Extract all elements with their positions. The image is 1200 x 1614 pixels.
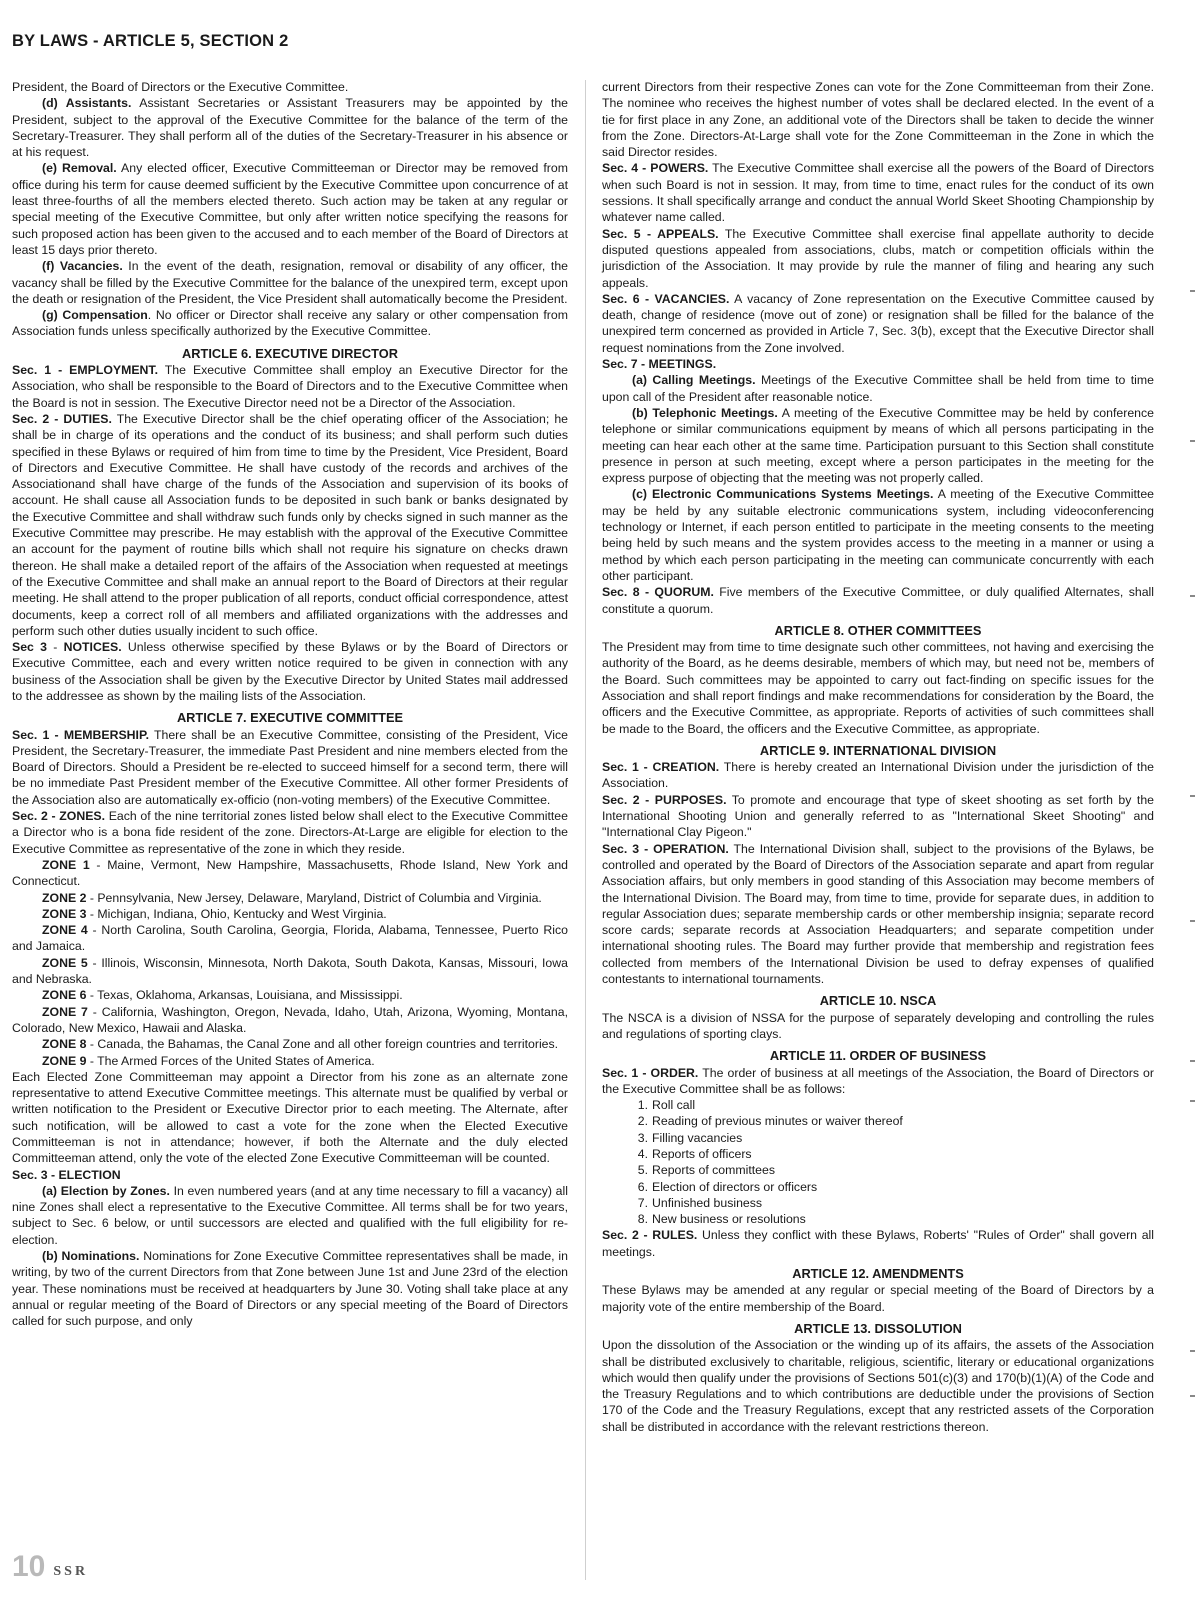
zone-item: ZONE 5 - Illinois, Wisconsin, Minnesota, North Dakota, South Dakota, Kansas, Missouri, Iowa and Nebraska. — [12, 955, 568, 987]
zone-item: ZONE 4 - North Carolina, South Carolina, Georgia, Florida, Alabama, Tennessee, Puerto Rico and Jamaica. — [12, 923, 568, 954]
zone-item: ZONE 7 - California, Washington, Oregon, Nevada, Idaho, Utah, Arizona, Wyoming, Montana, Colorado, New Mexico, Hawaii and Alaska. — [12, 1004, 568, 1035]
paragraph-vacancies: (f) Vacancies. In the event of the death, resignation, removal or disability of any officer, the vacancy shall be filled by the Executive Committee for the balance of the unexpired term, except upon the death or resignation of the President, the Vice President shall automatically become the President. — [12, 259, 568, 306]
article-13-title: ARTICLE 13. DISSOLUTION — [794, 1320, 962, 1336]
edge-mark — [1190, 1100, 1195, 1102]
zone-item: ZONE 6 - Texas, Oklahoma, Arkansas, Louisiana, and Mississippi. — [42, 988, 403, 1003]
zone-item: ZONE 9 - The Armed Forces of the United States of America. — [42, 1053, 375, 1068]
article-7-section-7: Sec. 7 - MEETINGS. — [602, 357, 717, 372]
article-6-title: ARTICLE 6. EXECUTIVE DIRECTOR — [182, 345, 398, 361]
article-6-section-3: Sec 3 - NOTICES. Unless otherwise specified by these Bylaws or by the Board of Directors or Executive Committee, each and every written notice required to be given in connection with any business of the Association shall be given by the Executive Director by United States mail addressed to the addressee as shown by the mailing lists of the Association. — [12, 640, 568, 703]
paragraph-removal: (e) Removal. Any elected officer, Executive Committeeman or Director may be removed from office during his term for cause deemed sufficient by the Executive Committee upon concurrence of at least three-fourths of all the members elected thereto. Such action may be taken at any regular or special meeting of the Executive Committee, but only after written notice specifying the reasons for such proposed action has been given to the accused and to each member of the Board of Directors at least 15 days prior thereto. — [12, 161, 568, 257]
right-column — [602, 79, 1154, 1435]
article-9-title: ARTICLE 9. INTERNATIONAL DIVISION — [759, 742, 997, 758]
list-item: 5. Reports of committees — [637, 1163, 776, 1178]
article-9-section-2: Sec. 2 - PURPOSES. To promote and encourage that type of skeet shooting as set forth by the International Shooting Union and generally referred to as "International Skeet Shooting" and "International Clay Pigeon." — [602, 792, 1155, 840]
paragraph-election-by-zones: (a) Election by Zones. In even numbered years (and at any time necessary to fill a vacancy) all nine Zones shall elect a representative to the Executive Committee. All terms shall be for two years, subject to Sec. 6 below, or until successors are elected and qualified with the full eligibility for re-election. — [12, 1183, 568, 1247]
zone-item: ZONE 3 - Michigan, Indiana, Ohio, Kentucky and West Virginia. — [42, 906, 387, 921]
list-item: 4. Reports of officers — [637, 1147, 752, 1161]
article-7-title: ARTICLE 7. EXECUTIVE COMMITTEE — [176, 710, 404, 726]
edge-mark — [1190, 440, 1195, 442]
article-13-text: Upon the dissolution of the Association or the winding up of its affairs, the assets of the Association shall be distributed exclusively to charitable, religious, scientific, literary or educational organizations which would then qualify under the provisions of Sections 501(c)(3) and 170(b)(1)(A) of the Code and the Treasury Regulations and to which contributions are deductible under the provisions of Section 170 of the Code and the Treasury Regulations, except that any restricted assets of the Corporation shall be distributed in accordance with the relevant restrictions thereon. — [602, 1338, 1154, 1434]
list-item: 1. Roll call — [637, 1098, 696, 1113]
article-7-section-8: Sec. 8 - QUORUM. Five members of the Executive Committee, or duly qualified Alternates, shall constitute a quorum. — [602, 585, 1154, 616]
article-12-title: ARTICLE 12. AMENDMENTS — [792, 1266, 964, 1282]
paragraph-assistants: (d) Assistants. Assistant Secretaries or Assistant Treasurers may be appointed by the President, subject to the approval of the Executive Committee for the balance of the term of the Secretary-Treasurer. They shall perform all of the duties of the Secretary-Treasurer in his absence or at his request. — [12, 96, 568, 160]
paragraph-electronic-meetings: (c) Electronic Communications Systems Meetings. A meeting of the Executive Committee may be held by any suitable electronic communications system, including videoconferencing technology or Internet, if each person entitled to participate in the meeting consents to the meeting being held by such means and the system provides access to the meeting in a manner or using a method by which each person participating in the meeting can communicate concurrently with each other participant. — [602, 487, 1154, 583]
article-6-section-1: Sec. 1 - EMPLOYMENT. The Executive Committee shall employ an Executive Director for the Association, who shall be responsible to the Board of Directors and to the Executive Committee when the Board is not in session. The Executive Director need not be a Director of the Association. — [12, 363, 569, 410]
zone-item: ZONE 2 - Pennsylvania, New Jersey, Delaware, Maryland, District of Columbia and Virginia. — [42, 890, 542, 905]
article-9-section-1: Sec. 1 - CREATION. There is hereby created an International Division under the jurisdiction of the Association. — [602, 760, 1154, 791]
page-number: 10 — [12, 1550, 46, 1583]
article-7-section-6: Sec. 6 - VACANCIES. A vacancy of Zone representation on the Executive Committee caused by death, change of residence (move out of zone) or resignation shall be filled for the balance of the unexpired term concerned as provided in Article 7, Sec. 3(b), except that the Executive Director shall request nominations from the Zone involved. — [602, 291, 1154, 355]
edge-mark — [1190, 290, 1195, 292]
edge-mark — [1190, 595, 1195, 597]
article-10-title: ARTICLE 10. NSCA — [819, 993, 937, 1009]
page-footer — [12, 1550, 88, 1584]
list-item: 8. New business or resolutions — [637, 1212, 806, 1227]
column-divider — [585, 80, 586, 1580]
article-9-section-3: Sec. 3 - OPERATION. The International Division shall, subject to the provisions of the Bylaws, be controlled and operated by the Board of Directors of the Association separate and apart from regular Association affairs, but only members in good standing of this Association may become members of the International Division. The Board may, from time to time, provide for separate dues, in addition to regular Association dues; separate membership cards or other membership insignia; separate record score cards; separate records at Association Headquarters; and separate competition under international shooting rules. The Board may further provide that membership and registration fees collected from members of the International Division be used to defray expenses of qualified contestants to international tournaments. — [602, 841, 1154, 987]
zone-item: ZONE 1 - Maine, Vermont, New Hampshire, Massachusetts, Rhode Island, New York and Connecticut. — [12, 857, 568, 889]
paragraph-telephonic-meetings: (b) Telephonic Meetings. A meeting of the Executive Committee may be held by conference telephone or similar communications equipment by means of which all persons participating in the meeting can hear each other at the same time. Participation pursuant to this Section shall constitute presence in person at such meeting, except where a person participates in the meeting for the express purpose of objecting that the meeting was not properly called. — [602, 405, 1154, 486]
order-of-business-list — [602, 1097, 1154, 1227]
list-item: 3. Filling vacancies — [637, 1130, 743, 1145]
paragraph: current Directors from their respective Zones can vote for the Zone Committeeman from their Zone. The nominee who receives the highest number of votes shall be declared elected. In the event of a tie for first place in any Zone, an additional vote of the Directors shall be taken to decide the winner from the Zone. Directors-At-Large shall vote for the Zone Committeeman in the Zone in which the said Director resides. — [602, 80, 1154, 160]
page-header: BY LAWS - ARTICLE 5, SECTION 2 — [12, 32, 289, 50]
article-7-section-2: Sec. 2 - ZONES. Each of the nine territorial zones listed below shall elect to the Executive Committee a Director who is a bona fide resident of the zone. Directors-At-Large are eligible for election to the Executive Committee as representative of the zone in which they reside. — [12, 809, 568, 856]
article-7-section-5: Sec. 5 - APPEALS. The Executive Committee shall exercise final appellate authority to decide disputed questions appealed from associations, clubs, match or competition officials within the jurisdiction of the Association. It may provide by rule the manner of filing and hearing any such appeals. — [602, 226, 1154, 290]
alternate-paragraph: Each Elected Zone Committeeman may appoint a Director from his zone as an alternate zone representative to attend Executive Committee meetings. This alternate must be qualified by verbal or written notification to the President or Executive Director prior to each meeting. The Alternate, after such notification, will be allowed to cast a vote for the zone when the Elected Executive Committeeman is not in attendance; however, if both the Alternate and the duly elected Committeeman attend, only the vote of the elected Zone Executive Committeeman will be counted. — [12, 1069, 568, 1166]
article-7-section-1: Sec. 1 - MEMBERSHIP. There shall be an Executive Committee, consisting of the President, Vice President, the Secretary-Treasurer, the immediate Past President and nine members elected from the Board of Directors. Should a President be re-elected to succeed himself for a second term, there will be no immediate Past President member of the Executive Committee. All other former Presidents of the Association also are automatically ex-officio (non-voting members) of the Executive Committee. — [12, 727, 568, 807]
article-7-section-4: Sec. 4 - POWERS. The Executive Committee shall exercise all the powers of the Board of Directors when such Board is not in session. It may, from time to time, enact rules for the conduct of its own sessions. It shall specifically arrange and conduct the annual World Skeet Shooting Championship by whatever name called. — [602, 161, 1155, 225]
edge-mark — [1190, 1350, 1195, 1352]
paragraph-nominations: (b) Nominations. Nominations for Zone Executive Committee representatives shall be made, in writing, by two of the current Directors from that Zone between June 1st and June 23rd of the election year. These nominations must be received at headquarters by June 30. Voting shall take place at any annual or regular meeting of the Board of Directors or any special meeting of the Board of Directors called for such purpose, and only — [12, 1249, 568, 1329]
list-item: 2. Reading of previous minutes or waiver thereof — [637, 1114, 903, 1129]
article-10-text: The NSCA is a division of NSSA for the purpose of separately developing and controlling the rules and regulations of sporting clays. — [602, 1010, 1154, 1041]
list-item: 7. Unfinished business — [637, 1195, 763, 1210]
article-8-text: The President may from time to time designate such other committees, not having and exercising the authority of the Board, as he deems desirable, members of which may, but need not be, members of the Board. Such committees may be appointed to carry out fact-finding on specific issues for the Association and shall report findings and make recommendations for consideration by the Board, the officers and the Executive Committee, as appropriate. Reports of activities of such committees shall be made to the Board, the officers and the Executive Committee, as appropriate. — [602, 640, 1154, 736]
edge-mark — [1190, 1060, 1195, 1062]
article-12-text: These Bylaws may be amended at any regular or special meeting of the Board of Directors by a majority vote of the entire membership of the Board. — [602, 1283, 1154, 1314]
article-8-title: ARTICLE 8. OTHER COMMITTEES — [774, 622, 982, 638]
edge-mark — [1190, 795, 1195, 797]
edge-mark — [1190, 920, 1195, 922]
left-column — [12, 79, 568, 1330]
article-7-section-3: Sec. 3 - ELECTION — [12, 1167, 121, 1182]
paragraph: President, the Board of Directors or the Executive Committee. — [12, 80, 349, 94]
article-11-section-1: Sec. 1 - ORDER. The order of business at all meetings of the Association, the Board of Directors or the Executive Committee shall be as follows: — [602, 1065, 1154, 1096]
paragraph-compensation: (g) Compensation. No officer or Director shall receive any salary or other compensation from Association funds unless specifically authorized by the Executive Committee. — [12, 308, 568, 339]
article-11-title: ARTICLE 11. ORDER OF BUSINESS — [769, 1048, 987, 1064]
publication-name: SSR — [53, 1563, 89, 1579]
article-6-section-2: Sec. 2 - DUTIES. The Executive Director shall be the chief operating officer of the Association; he shall be in charge of its operations and the conduct of its business; and shall perform such duties specified in these Bylaws or required of him from time to time by the President, Vice President, Board of Directors and Executive Committee. He shall have custody of the records and archives of the Associationand shall have charge of the funds of the Association and supervision of its books of account. He shall cause all Association funds to be deposited in such bank or banks designated by the Executive Committee and shall withdraw such funds only by checks signed in such manner as the Executive Committee may prescribe. He may establish with the approval of the Executive Committee an account for the payment of routine bills which shall not require his signature on checks drawn thereon. He shall make a detailed report of the affairs of the Association when requested at meetings of the Executive Committee and shall make an annual report to the Board of Directors at their regular meeting. He shall attend to the proper publication of all reports, conduct official correspondence, attest documents, keep a correct roll of all members and affiliated organizations with the addresses and perform such other duties usually incident to such office. — [12, 411, 568, 638]
zone-item: ZONE 8 - Canada, the Bahamas, the Canal Zone and all other foreign countries and territories. — [42, 1037, 559, 1052]
edge-mark — [1190, 1395, 1195, 1397]
list-item: 6. Election of directors or officers — [637, 1179, 818, 1194]
article-11-section-2: Sec. 2 - RULES. Unless they conflict with these Bylaws, Roberts' "Rules of Order" shall govern all meetings. — [602, 1228, 1154, 1259]
paragraph-calling-meetings: (a) Calling Meetings. Meetings of the Executive Committee shall be held from time to time upon call of the President after reasonable notice. — [602, 373, 1154, 404]
